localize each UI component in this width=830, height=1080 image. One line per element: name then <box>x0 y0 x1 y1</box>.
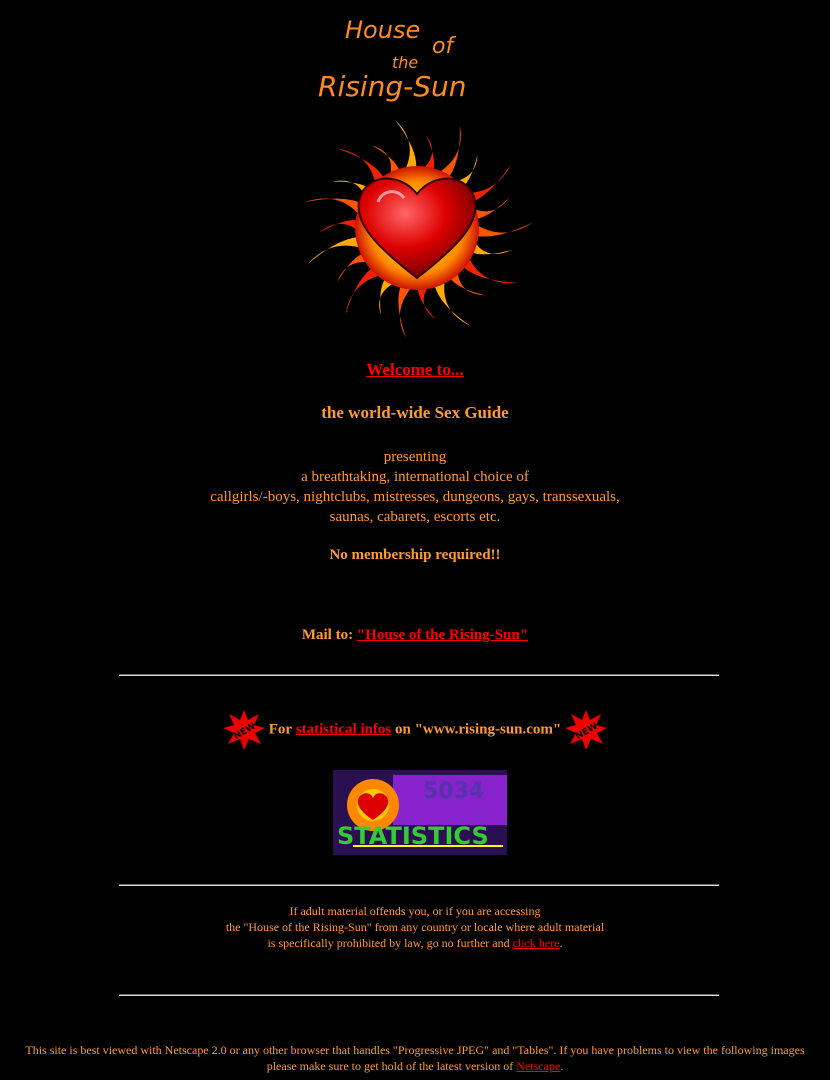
welcome-link[interactable]: Welcome to... <box>366 360 464 379</box>
mail-to-link[interactable]: "House of the Rising-Sun" <box>356 627 529 643</box>
logo-word-house: House <box>345 16 421 44</box>
presenting-block <box>0 447 830 527</box>
banner-statistics-text: STATISTICS <box>337 822 489 850</box>
welcome-heading <box>0 360 830 380</box>
heart-sun-icon <box>282 112 552 344</box>
logo-word-the: the <box>392 53 419 72</box>
disclaimer-line-3-text: is specifically prohibited by law, go no further and <box>267 936 510 950</box>
presenting-line-3: saunas, cabarets, escorts etc. <box>329 509 501 525</box>
new-badge-icon <box>565 710 607 750</box>
statistics-link[interactable]: statistical infos <box>295 721 392 738</box>
browser-notice-text: This site is best viewed with Netscape 2.0 or any other browser that handles "Progressive JPEG" and "Tables". If you have problems to view the following images please make sure to get hold of the latest version of <box>25 1043 805 1073</box>
presenting-line-2: callgirls/-boys, nightclubs, mistresses, dungeons, gays, transsexuals, <box>210 489 620 505</box>
adult-disclaimer <box>0 903 830 951</box>
disclaimer-line-1: If adult material offends you, or if you are accessing <box>289 904 541 918</box>
divider <box>119 674 719 676</box>
statistics-banner-image[interactable] <box>333 770 507 855</box>
new-badge-icon <box>223 710 265 750</box>
presenting-line-1: a breathtaking, international choice of <box>301 469 529 485</box>
presenting-label: presenting <box>383 449 447 465</box>
logo-word-rising-sun: Rising-Sun <box>318 70 467 103</box>
statistics-line <box>0 710 830 750</box>
logo-word-of: of <box>432 34 454 59</box>
divider <box>119 884 719 886</box>
house-of-the-rising-sun-logo <box>300 8 530 108</box>
disclaimer-end: . <box>559 936 563 950</box>
browser-notice-end: . <box>560 1059 564 1073</box>
no-membership-text: No membership required!! <box>329 547 501 563</box>
statistics-prefix: For <box>268 721 293 738</box>
mail-to-label: Mail to: <box>301 627 354 643</box>
banner-number-text: 5034 <box>423 779 485 804</box>
sun-ray <box>472 221 533 236</box>
guide-title: the world-wide Sex Guide <box>321 403 509 422</box>
new-badge-label: NEW <box>232 721 258 742</box>
netscape-link[interactable]: Netscape <box>516 1059 561 1073</box>
disclaimer-line-3 <box>0 935 830 951</box>
click-here-link[interactable]: click here <box>512 936 560 950</box>
browser-notice <box>20 1042 810 1074</box>
disclaimer-line-2: the "House of the Rising-Sun" from any country or locale where adult material <box>225 920 605 934</box>
divider <box>119 994 719 996</box>
mail-to-line <box>0 627 830 644</box>
new-badge-label: NEW <box>574 721 600 742</box>
statistics-suffix: on "www.rising-sun.com" <box>394 721 562 738</box>
